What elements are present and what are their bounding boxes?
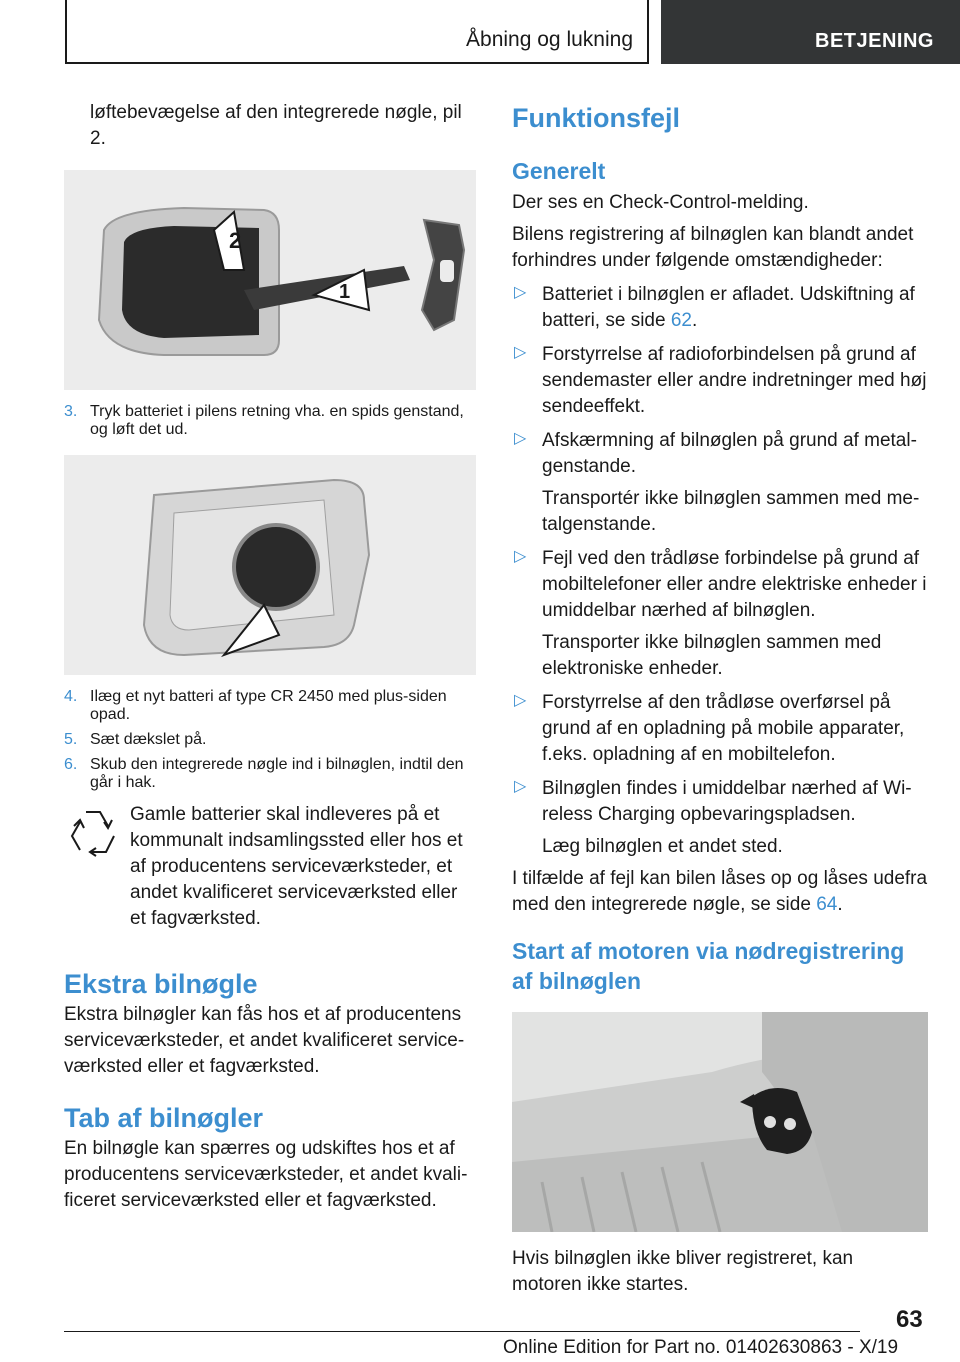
bullet-marker-icon: ▷ xyxy=(514,430,527,447)
bullet-radio xyxy=(512,342,928,420)
bullet-text: Bilnøglen findes i umiddelbar nærhed af Wireless Charging opbevaringspladsen. xyxy=(542,778,912,825)
bullet-battery: ▷ Batteriet i bilnøglen er afladet. Udskiftning af batteri, se side 62. xyxy=(512,282,928,334)
step-text: Ilæg et nyt batteri af type CR 2450 med plus-siden opad. xyxy=(90,688,447,723)
lost-key-heading: Tab af bilnøgler xyxy=(64,1103,264,1133)
step-5 xyxy=(64,731,476,749)
bullet-subtext: Læg bilnøglen et andet sted. xyxy=(542,836,783,857)
lost-key-text: En bilnøgle kan spærres og udskiftes hos et af producentens serviceværksteder, et andet kvalificeret serviceværksted eller et fagværksted. xyxy=(64,1138,468,1211)
bullet-marker-icon: ▷ xyxy=(514,344,527,361)
bullet-subtext: Transporter ikke bilnøglen sammen med elektroniske enheder. xyxy=(542,632,882,679)
bullet-charging xyxy=(512,690,928,768)
step-text: Skub den integrerede nøgle ind i bilnøglen, indtil den går i hak. xyxy=(90,756,464,791)
page-link-62[interactable]: 62 xyxy=(670,310,692,331)
recycle-note xyxy=(64,802,476,932)
key-holder-drawing xyxy=(512,1012,928,1232)
general-subheading: Generelt xyxy=(512,158,606,184)
key-open-drawing xyxy=(64,170,476,390)
not-registered-text: Hvis bilnøglen ikke bliver registreret, kan motoren ikke startes. xyxy=(512,1248,854,1295)
left-column xyxy=(64,100,476,1214)
bullet-text: Forstyrrelse af radioforbindelsen på grund af sendemaster eller andre indretninger med høj sendeeffekt. xyxy=(542,344,927,417)
step-number: 5. xyxy=(64,731,78,748)
arrow-label-2: 2 xyxy=(229,228,242,253)
bullet-wireless-charging xyxy=(512,776,928,828)
bullet-subtext: Transportér ikke bilnøglen sammen med metalgenstande. xyxy=(542,488,920,535)
key-holder-photo xyxy=(512,1012,928,1232)
bullet-marker-icon: ▷ xyxy=(514,284,527,301)
section-title: Åbning og lukning xyxy=(466,28,633,51)
emergency-start-heading: Start af motoren via nødregistrering af bilnøglen xyxy=(512,938,905,994)
step-3 xyxy=(64,403,476,439)
bullet-wireless xyxy=(512,546,928,624)
extra-key-text: Ekstra bilnøgler kan fås hos et af producentens serviceværksteder, et andet kvalificeret serviceværksted eller et fagværksted. xyxy=(64,1004,465,1077)
step-6 xyxy=(64,756,476,792)
battery-illustration xyxy=(64,455,476,675)
bullet-marker-icon: ▷ xyxy=(514,548,527,565)
recycle-icon xyxy=(66,806,120,858)
registration-intro: Bilens registrering af bilnøglen kan blandt andet forhindres under følgende omstændigheder: xyxy=(512,224,914,271)
footer-edition: Online Edition for Part no. 01402630863 - X/19 xyxy=(503,1337,899,1358)
bullet-text: Forstyrrelse af den trådløse overførsel på grund af en opladning på mobile apparater, f.eks. opladning af en mobiltelefon. xyxy=(542,692,905,765)
bullet-shielding xyxy=(512,428,928,480)
footer-divider xyxy=(64,1331,860,1332)
key-open-illustration xyxy=(64,170,476,390)
step-text: Sæt dækslet på. xyxy=(90,731,207,748)
extra-key-heading: Ekstra bilnøgle xyxy=(64,969,258,999)
bullet-text: Batteriet i bilnøglen er afladet. Udskiftning af batteri, se side xyxy=(542,284,915,331)
bullet-marker-icon: ▷ xyxy=(514,692,527,709)
header-section-box xyxy=(65,0,649,64)
step-number: 6. xyxy=(64,756,78,773)
arrow-label-1: 1 xyxy=(339,281,351,303)
fault-text: I tilfælde af fejl kan bilen låses op og låses udefra med den integrerede nøgle, se side xyxy=(512,868,928,915)
page-link-64[interactable]: 64 xyxy=(816,894,838,915)
battery-drawing xyxy=(64,455,476,675)
right-column: Funktionsfejl Generelt Der ses en Check-Control-melding. Bilens registrering af bilnøglen kan blandt andet forhindres under følgende omstændigheder: ▷ Batteriet i bilnøglen er afladet. Udskiftning af batteri, se side 62. ▷ Forstyrrelse af radioforbindelsen på grund af sendemaster eller andre indretninger med høj sendeeffekt. ▷ Afskærmning af bilnøglen på grund af metalgenstande. Transportér ikke bilnøglen sammen med metalgenstande. ▷ Fejl ved den trådløse forbindelse på grund af mobiltelefoner eller andre elektriske enheder i umiddelbar nærhed af bilnøglen. Transporter ikke bilnøglen sammen med elektroniske enheder. ▷ Forstyrrelse af den trådløse overførsel på grund af en opladning på mobile apparater, f.eks. opladning af en mobiltelefon. ▷ Bilnøglen findes i umiddelbar nærhed af Wireless Charging opbevaringspladsen. Læg bilnøglen et andet sted. I tilfælde af fejl kan bilen låses op og låses udefra med den integrerede nøgle, se side 64. Start af motoren via nødregistrering af bilnøglen Hvis bilnøglen ikke bliver registreret, kan motoren ikke startes. xyxy=(512,100,928,1298)
check-control-text: Der ses en Check-Control-melding. xyxy=(512,192,809,213)
chapter-title: BETJENING xyxy=(815,30,934,52)
step-4 xyxy=(64,688,476,724)
page-number: 63 xyxy=(896,1306,923,1333)
intro-text: løftebevægelse af den integrerede nøgle, pil 2. xyxy=(90,102,462,149)
header-chapter-box xyxy=(661,0,960,64)
malfunction-heading: Funktionsfejl xyxy=(512,103,680,133)
bullet-text: Afskærmning af bilnøglen på grund af metalgenstande. xyxy=(542,430,917,477)
step-number: 4. xyxy=(64,688,78,705)
recycle-note-text: Gamle batterier skal indleveres på et kommunalt indsamlingssted eller hos et af producentens serviceværksteder, et andet kvalificeret serviceværksted eller et fagværksted. xyxy=(130,804,463,929)
bullet-text: Fejl ved den trådløse forbindelse på grund af mobiltelefoner eller andre elektriske enheder i umiddelbar nærhed af bilnøglen. xyxy=(542,548,927,621)
bullet-marker-icon: ▷ xyxy=(514,778,527,795)
step-text: Tryk batteriet i pilens retning vha. en spids genstand, og løft det ud. xyxy=(90,403,464,438)
step-number: 3. xyxy=(64,403,78,420)
